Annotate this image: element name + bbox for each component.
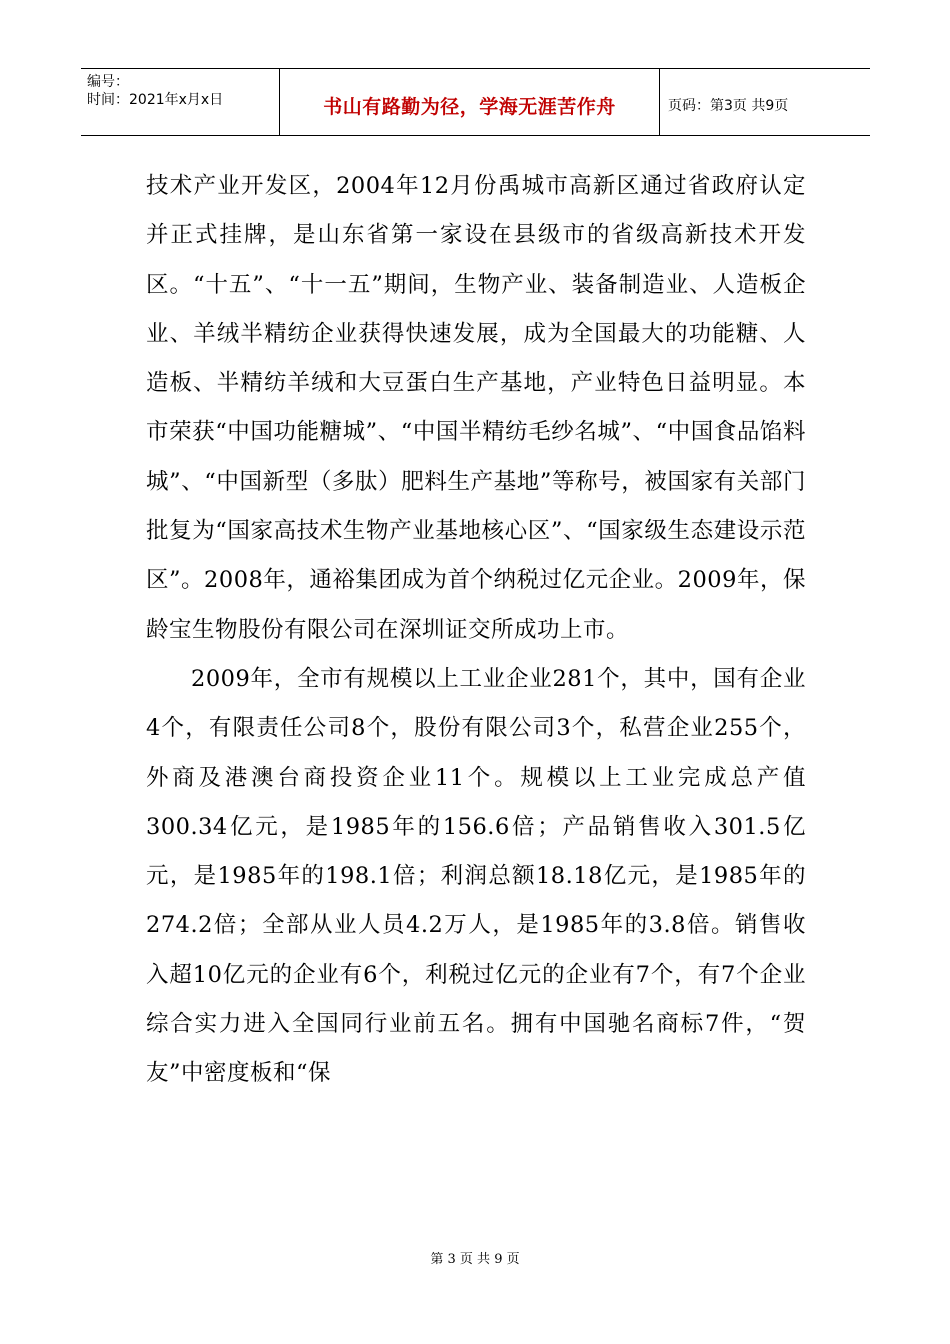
header-meta (81, 69, 280, 135)
page-footer (0, 1248, 950, 1267)
document-number-label: 编号： (87, 74, 129, 90)
header-page-info-cell (660, 69, 870, 135)
paragraph-continued: 技术产业开发区，2004年12月份禹城市高新区通过省政府认定并正式挂牌，是山东省第一家设在县级市的省级高新技术开发区。“十五”、“十一五”期间，生物产业、装备制造业、人造板企业、羊绒半精纺企业获得快速发展，成为全国最大的功能糖、人造板、半精纺羊绒和大豆蛋白生产基地，产业特色日益明显。本市荣获“中国功能糖城”、“中国半精纺毛纱名城”、“中国食品馅料城”、“中国新型（多肽）肥料生产基地”等称号，被国家有关部门批复为“国家高技术生物产业基地核心区”、“国家级生态建设示范区”。2008年，通裕集团成为首个纳税过亿元企业。2009年，保龄宝生物股份有限公司在深圳证交所成功上市。 (146, 173, 806, 643)
document-time-label: 时间：2021年x月x日 (87, 92, 224, 108)
footer-page-number: 第 3 页 共 9 页 (430, 1252, 520, 1267)
header-page-info: 页码：第3页 共9页 (668, 98, 789, 114)
page-header (81, 68, 870, 136)
document-body (146, 162, 806, 1099)
header-motto: 书山有路勤为径，学海无涯苦作舟 (323, 95, 616, 118)
paragraph-industry-2009: 2009年，全市有规模以上工业企业281个，其中，国有企业4个，有限责任公司8个，股份有限公司3个，私营企业255个，外商及港澳台商投资企业11个。规模以上工业完成总产值300.34亿元，是1985年的156.6倍；产品销售收入301.5亿元，是1985年的198.1倍；利润总额18.18亿元，是1985年的274.2倍；全部从业人员4.2万人，是1985年的3.8倍。销售收入超10亿元的企业有6个，利税过亿元的企业有7个，有7个企业综合实力进入全国同行业前五名。拥有中国驰名商标7件，“贺友”中密度板和“保 (146, 665, 806, 1087)
header-motto-cell (280, 69, 660, 135)
